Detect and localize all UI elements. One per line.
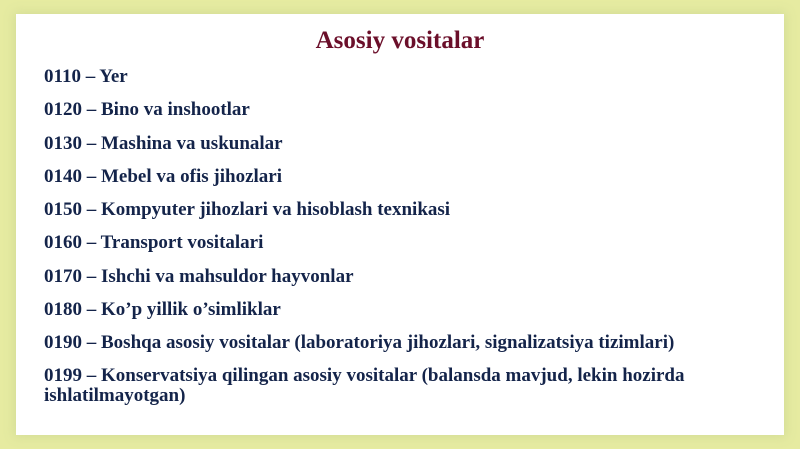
slide bbox=[16, 14, 784, 435]
list-item: 0120 – Bino va inshootlar bbox=[44, 99, 250, 121]
list-item: 0150 – Kompyuter jihozlari va hisoblash texnikasi bbox=[44, 199, 451, 221]
slide-title: Asosiy vositalar bbox=[315, 27, 485, 54]
list-item: 0160 – Transport vositalari bbox=[44, 232, 264, 254]
list-item: 0170 – Ishchi va mahsuldor hayvonlar bbox=[44, 265, 354, 287]
list-item: 0199 – Konservatsiya qilingan asosiy vositalar (balansda mavjud, lekin hozirda ishlatilmayotgan) bbox=[44, 364, 685, 406]
account-list bbox=[44, 66, 764, 406]
list-item: 0190 – Boshqa asosiy vositalar (laboratoriya jihozlari, signalizatsiya tizimlari) bbox=[44, 332, 675, 354]
list-item: 0110 – Yer bbox=[44, 66, 128, 87]
list-item: 0130 – Mashina va uskunalar bbox=[44, 132, 283, 154]
list-item: 0180 – Ko’p yillik o’simliklar bbox=[44, 299, 281, 321]
list-item: 0140 – Mebel va ofis jihozlari bbox=[44, 165, 282, 187]
